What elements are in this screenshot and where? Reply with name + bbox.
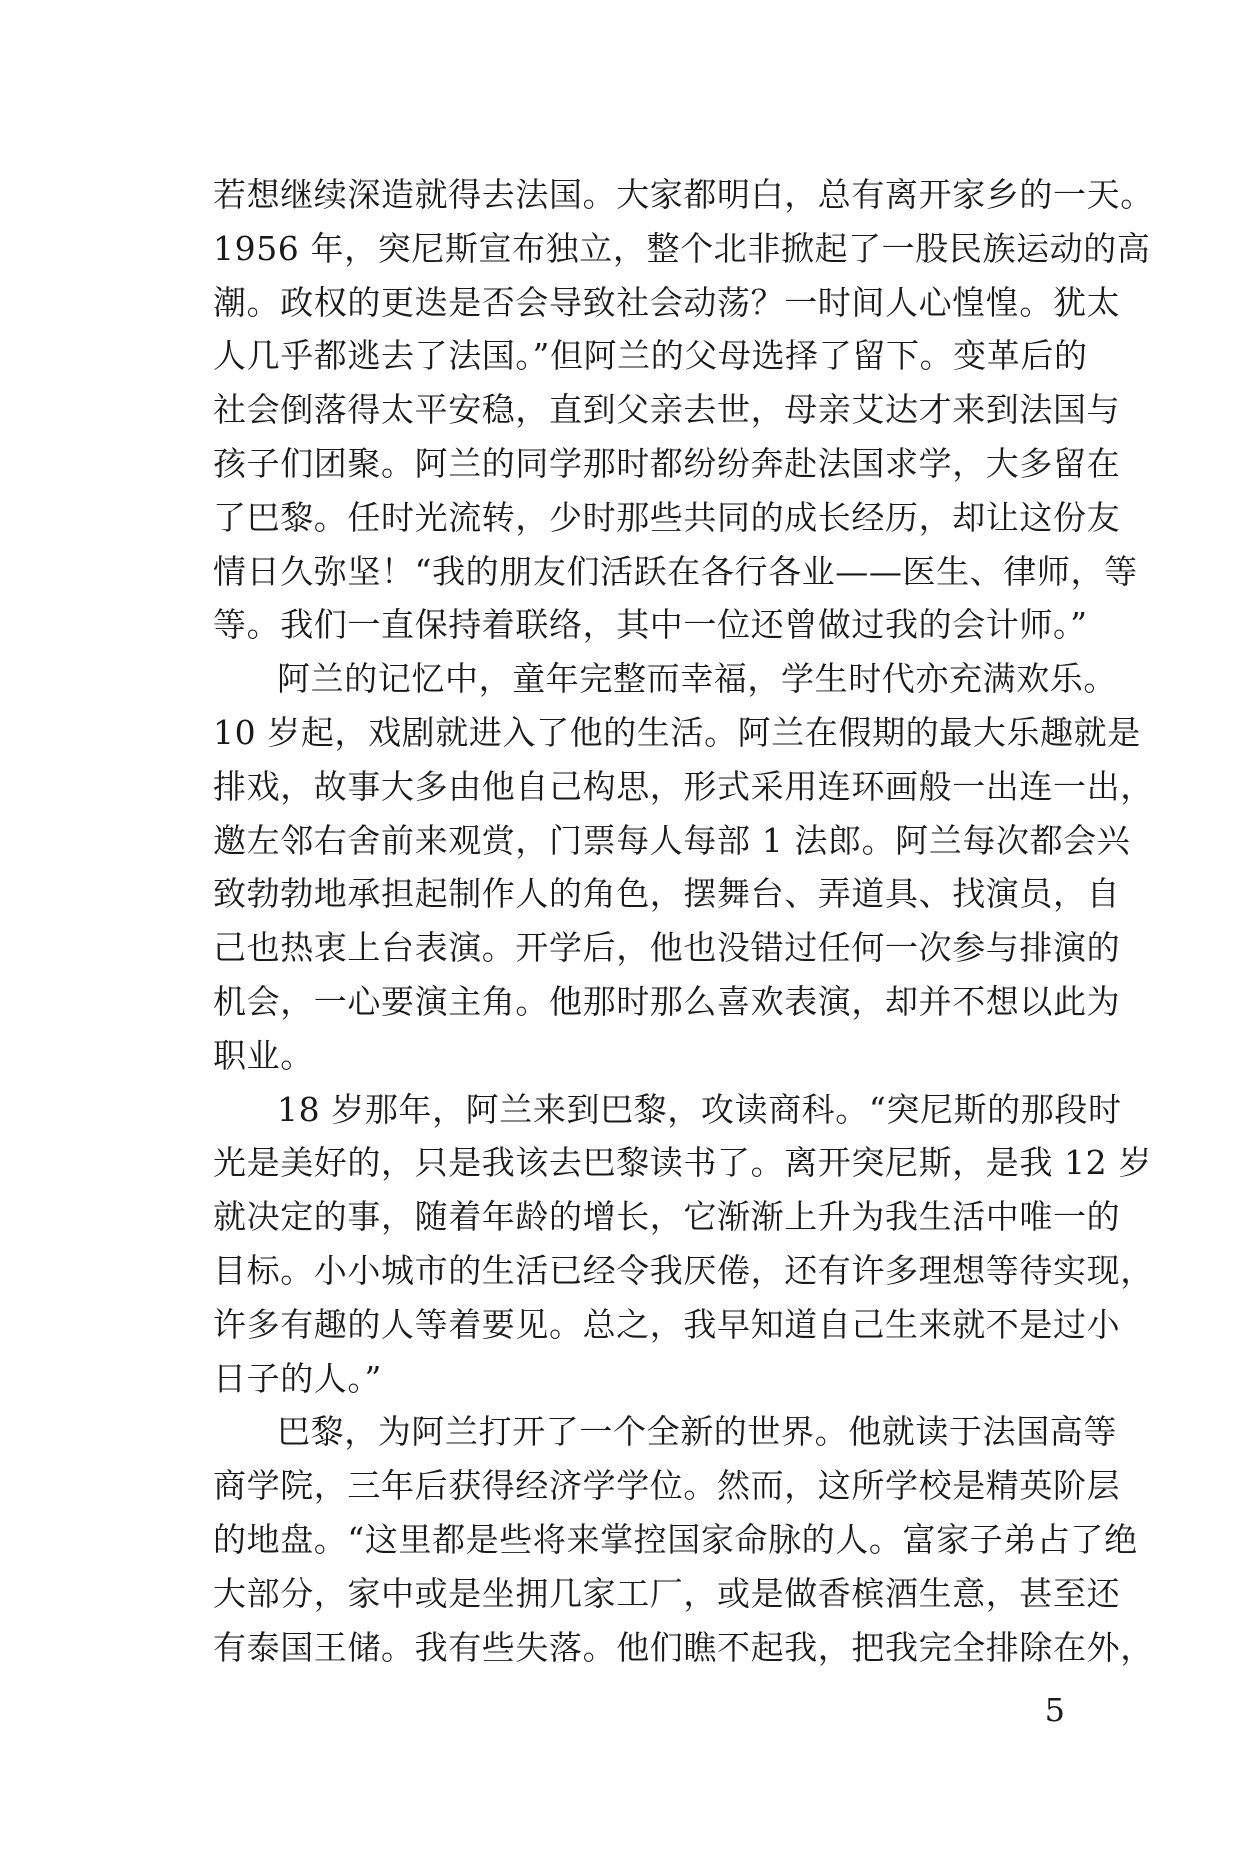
text-line: 机会，一心要演主角。他那时那么喜欢表演，却并不想以此为 (213, 981, 1121, 1021)
text-line: 1956 年，突尼斯宣布独立，整个北非掀起了一股民族运动的高 (213, 228, 1151, 268)
text-line: 己也热衷上台表演。开学后，他也没错过任何一次参与排演的 (213, 928, 1121, 968)
paragraph-first-line: 18 岁那年，阿兰来到巴黎，攻读商科。“突尼斯的那段时 (277, 1089, 1122, 1129)
text-line: 商学院，三年后获得经济学学位。然而，这所学校是精英阶层 (213, 1466, 1121, 1506)
text-line: 许多有趣的人等着要见。总之，我早知道自己生来就不是过小 (213, 1304, 1121, 1344)
text-line: 社会倒落得太平安稳，直到父亲去世，母亲艾达才来到法国与 (213, 390, 1121, 430)
page-body (213, 168, 1154, 1674)
text-line: 等。我们一直保持着联络，其中一位还曾做过我的会计师。” (213, 605, 1088, 645)
text-line: 光是美好的，只是我该去巴黎读书了。离开突尼斯，是我 12 岁 (213, 1143, 1152, 1183)
text-line: 日子的人。” (213, 1358, 382, 1398)
text-line: 人几乎都逃去了法国。”但阿兰的父母选择了留下。变革后的 (213, 336, 1088, 376)
text-line: 职业。 (213, 1035, 314, 1075)
paragraph-first-line: 巴黎，为阿兰打开了一个全新的世界。他就读于法国高等 (277, 1412, 1117, 1452)
text-line: 若想继续深造就得去法国。大家都明白，总有离开家乡的一天。 (213, 175, 1154, 214)
text-line: 情日久弥坚！“我的朋友们活跃在各行各业——医生、律师，等 (213, 551, 1138, 591)
text-line: 了巴黎。任时光流转，少时那些共同的成长经历，却让这份友 (213, 497, 1121, 537)
text-line: 大部分，家中或是坐拥几家工厂，或是做香槟酒生意，甚至还 (213, 1573, 1121, 1613)
text-line: 的地盘。“这里都是些将来掌控国家命脉的人。富家子弟占了绝 (213, 1519, 1138, 1559)
text-line: 潮。政权的更迭是否会导致社会动荡？一时间人心惶惶。犹太 (213, 282, 1121, 322)
text-line: 排戏，故事大多由他自己构思，形式采用连环画般一出连一出， (213, 766, 1154, 806)
text-line: 邀左邻右舍前来观赏，门票每人每部 1 法郎。阿兰每次都会兴 (213, 820, 1131, 860)
page-number: 5 (1044, 1691, 1065, 1729)
text-line: 10 岁起，戏剧就进入了他的生活。阿兰在假期的最大乐趣就是 (213, 712, 1141, 752)
text-line: 致勃勃地承担起制作人的角色，摆舞台、弄道具、找演员，自 (213, 874, 1121, 914)
paragraph-first-line: 阿兰的记忆中，童年完整而幸福，学生时代亦充满欢乐。 (277, 659, 1117, 699)
text-line: 孩子们团聚。阿兰的同学那时都纷纷奔赴法国求学，大多留在 (213, 443, 1121, 483)
text-line: 有泰国王储。我有些失落。他们瞧不起我，把我完全排除在外， (213, 1627, 1154, 1667)
text-line: 就决定的事，随着年龄的增长，它渐渐上升为我生活中唯一的 (213, 1197, 1121, 1237)
text-line: 目标。小小城市的生活已经令我厌倦，还有许多理想等待实现， (213, 1250, 1154, 1290)
